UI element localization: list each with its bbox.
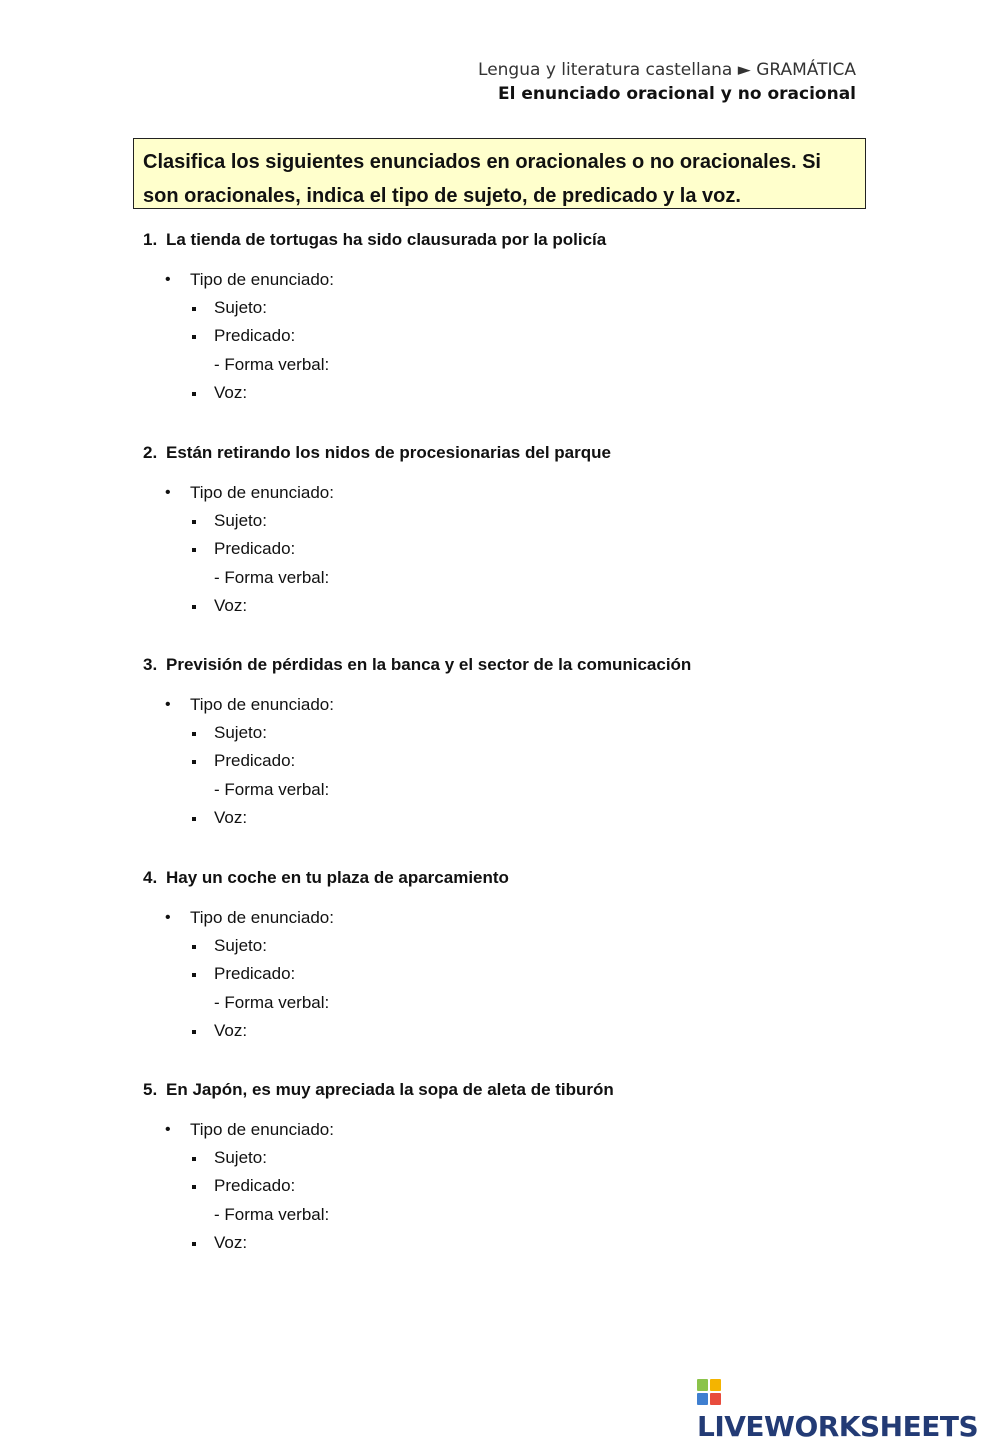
exercise-number: 2. [143,443,158,462]
bullet-dot-icon: • [165,1121,171,1138]
bullet-square-icon [192,1157,196,1161]
field-label-sujeto: Sujeto: [214,1148,267,1167]
field-label-forma: - Forma verbal: [214,780,330,799]
bullet-dot-icon: • [165,696,171,713]
bullet-square-icon [192,548,196,552]
footer-brand [697,1376,1000,1444]
exercise-number: 3. [143,655,158,674]
exercise-5 [143,1078,843,1252]
subject-line: Lengua y literatura castellana ► GRAMÁTICA [478,60,856,80]
exercise-4 [143,866,843,1040]
exercise-sentence-text: La tienda de tortugas ha sido clausurada por la policía [166,230,607,249]
exercise-sentence [143,1078,843,1102]
exercise-sentence [143,228,843,252]
field-label-voz: Voz: [214,1233,248,1252]
exercise-number: 5. [143,1080,158,1099]
bullet-square-icon [192,973,196,977]
field-label-voz: Voz: [214,1021,248,1040]
exercise-sentence [143,866,843,890]
field-label-sujeto: Sujeto: [214,936,267,955]
bullet-square-icon [192,335,196,339]
bullet-square-icon [192,945,196,949]
bullet-square-icon [192,392,196,396]
bullet-square-icon [192,1030,196,1034]
field-label-tipo: Tipo de enunciado: [190,483,334,502]
field-label-forma: - Forma verbal: [214,1205,330,1224]
brand-text: LIVEWORKSHEETS [697,1410,979,1443]
exercise-sentence-text: Previsión de pérdidas en la banca y el sector de la comunicación [166,655,692,674]
bullet-square-icon [192,1185,196,1189]
exercise-sentence-text: Hay un coche en tu plaza de aparcamiento [166,868,509,887]
exercise-2 [143,441,843,615]
field-label-tipo: Tipo de enunciado: [190,695,334,714]
exercise-sentence [143,653,843,677]
field-label-tipo: Tipo de enunciado: [190,1120,334,1139]
exercise-3 [143,653,843,827]
bullet-dot-icon: • [165,909,171,926]
exercise-1 [143,228,843,402]
exercise-number: 1. [143,230,158,249]
field-label-sujeto: Sujeto: [214,723,267,742]
bullet-square-icon [192,760,196,764]
field-label-predicado: Predicado: [214,1176,296,1195]
field-label-voz: Voz: [214,383,248,402]
instructions-box: Clasifica los siguientes enunciados en oracionales o no oracionales. Si son oracionales, indica el tipo de sujeto, de predicado y la voz. [133,138,866,209]
field-label-predicado: Predicado: [214,326,296,345]
bullet-dot-icon: • [165,484,171,501]
page-header [478,58,856,106]
bullet-square-icon [192,732,196,736]
bullet-square-icon [192,605,196,609]
field-label-forma: - Forma verbal: [214,993,330,1012]
field-label-forma: - Forma verbal: [214,355,330,374]
field-label-forma: - Forma verbal: [214,568,330,587]
bullet-square-icon [192,307,196,311]
topic-title: El enunciado oracional y no oracional [498,84,856,104]
field-label-sujeto: Sujeto: [214,511,267,530]
bullet-square-icon [192,817,196,821]
bullet-square-icon [192,520,196,524]
field-label-tipo: Tipo de enunciado: [190,908,334,927]
field-label-predicado: Predicado: [214,751,296,770]
field-label-sujeto: Sujeto: [214,298,267,317]
bullet-square-icon [192,1242,196,1246]
field-label-voz: Voz: [214,596,248,615]
field-label-predicado: Predicado: [214,964,296,983]
field-label-predicado: Predicado: [214,539,296,558]
bullet-dot-icon: • [165,271,171,288]
exercise-sentence-text: En Japón, es muy apreciada la sopa de aleta de tiburón [166,1080,614,1099]
exercise-sentence [143,441,843,465]
field-label-tipo: Tipo de enunciado: [190,270,334,289]
field-label-voz: Voz: [214,808,248,827]
exercise-number: 4. [143,868,158,887]
exercise-sentence-text: Están retirando los nidos de procesionarias del parque [166,443,611,462]
liveworksheets-logo-icon [697,1379,721,1405]
